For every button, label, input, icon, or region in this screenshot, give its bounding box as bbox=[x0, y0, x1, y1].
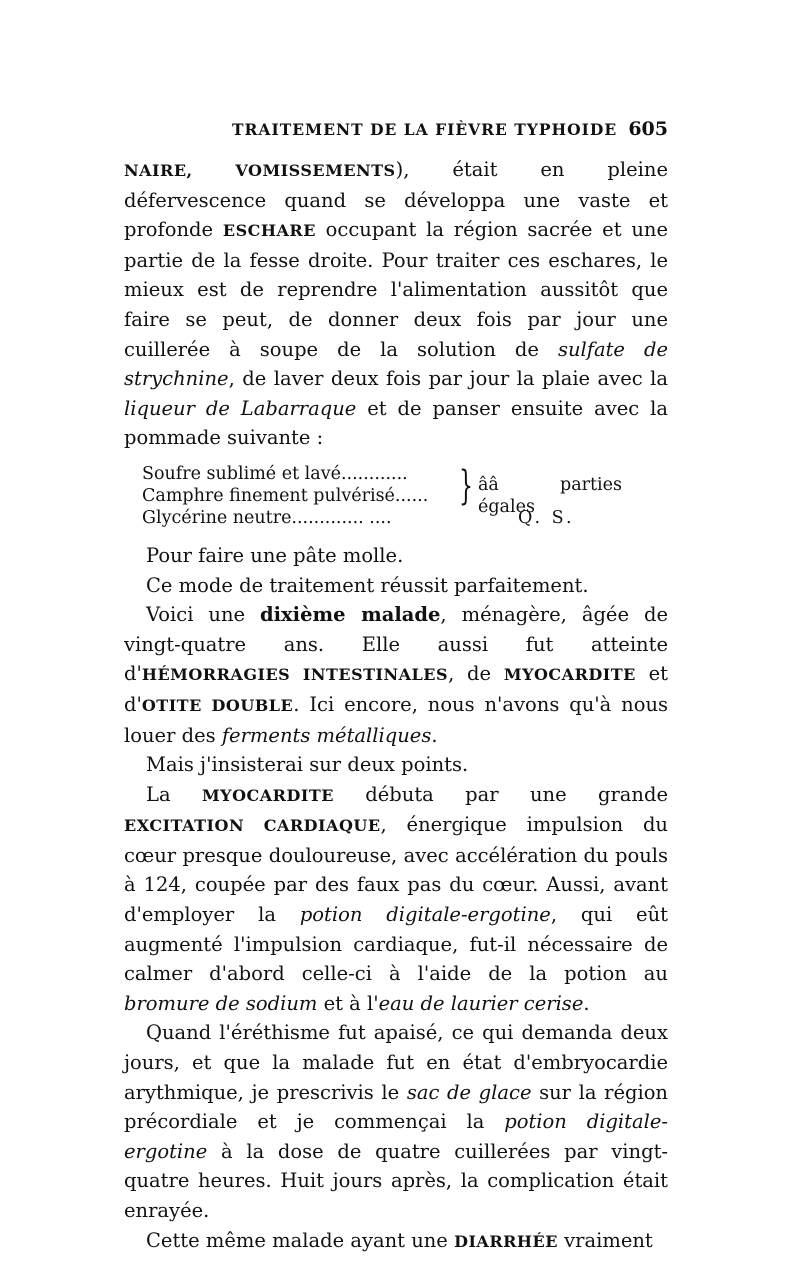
recipe-quantity-shared: ââ parties égales bbox=[478, 474, 622, 517]
text-run: et d' bbox=[124, 662, 669, 716]
paragraph-5: Mais j'insisterai sur deux points. bbox=[146, 753, 469, 777]
small-caps-term: DIARRHÉE bbox=[454, 1231, 558, 1251]
text-run: Cette même malade ayant une bbox=[146, 1228, 455, 1252]
recipe-line-soufre: Soufre sublimé et lavé............ bbox=[142, 463, 408, 484]
recipe-formula bbox=[142, 463, 622, 535]
italic-term: eau de laurier cerise bbox=[378, 991, 584, 1015]
paragraph-2: Pour faire une pâte molle. bbox=[146, 543, 404, 567]
body-text bbox=[124, 155, 668, 1256]
text-run: , qui eût augmenté l'impulsion cardiaque, fut-il nécessaire de calmer d'abord celle-ci à l'aide de la potion au bbox=[124, 903, 668, 986]
italic-term: sulfate de strychnine bbox=[124, 337, 669, 391]
text-run: , ménagère, âgée de vingt-quatre ans. Elle aussi fut atteinte d' bbox=[124, 603, 668, 686]
paragraph-7 bbox=[124, 1018, 668, 1225]
text-run: sur la région précordiale et je commençai la bbox=[124, 1080, 668, 1134]
bold-term: dixième malade bbox=[260, 603, 441, 627]
text-run: ), était en pleine défervescence quand se développa une vaste et profonde bbox=[124, 158, 668, 242]
recipe-line-glycerine: Glycérine neutre............. .... bbox=[142, 507, 392, 528]
small-caps-term: NAIRE, VOMISSEMENTS bbox=[124, 161, 396, 180]
small-caps-term: OTITE DOUBLE bbox=[141, 695, 294, 715]
text-run: vraiment bbox=[557, 1228, 653, 1252]
page-header bbox=[124, 118, 668, 146]
italic-term: ferments métalliques bbox=[221, 723, 432, 747]
paragraph-4 bbox=[124, 600, 668, 750]
text-run: , énergique impulsion du cœur presque douloureuse, avec accélération du pouls à 124, coupée par des faux pas du cœur. Aussi, avant d'employer la bbox=[124, 813, 668, 927]
text-run: Voici une bbox=[146, 603, 260, 627]
text-run: . Ici encore, nous n'avons qu'à nous louer des bbox=[124, 692, 669, 747]
text-run: à la dose de quatre cuillerées par vingt-quatre heures. Huit jours après, la complication était enrayée. bbox=[124, 1139, 668, 1222]
text-run: La bbox=[146, 782, 202, 806]
small-caps-term: HÉMORRAGIES INTESTINALES bbox=[141, 665, 449, 685]
recipe-quantity-glycerine: Q. S. bbox=[518, 507, 575, 528]
small-caps-term: MYOCARDITE bbox=[503, 665, 636, 685]
brace-icon: } bbox=[459, 462, 473, 509]
italic-term: liqueur de Labarraque bbox=[124, 396, 357, 420]
running-title: TRAITEMENT DE LA FIÈVRE TYPHOIDE bbox=[232, 120, 618, 139]
page-number: 605 bbox=[628, 118, 668, 140]
paragraph-6 bbox=[124, 780, 668, 1019]
small-caps-term: EXCITATION CARDIAQUE bbox=[124, 816, 381, 836]
text-run: , de bbox=[448, 662, 504, 686]
small-caps-term: MYOCARDITE bbox=[201, 785, 334, 805]
italic-term: potion digitale-ergotine bbox=[124, 1110, 668, 1163]
text-run: et de panser ensuite avec la pommade suivante : bbox=[124, 396, 668, 450]
text-run: débuta par une grande bbox=[333, 782, 668, 806]
text-run: . bbox=[431, 723, 438, 747]
italic-term: sac de glace bbox=[406, 1080, 532, 1104]
text-run: , de laver deux fois par jour la plaie avec la bbox=[228, 367, 668, 391]
small-caps-term: ESCHARE bbox=[222, 221, 316, 241]
text-run: et à l' bbox=[317, 991, 379, 1015]
paragraph-8 bbox=[124, 1226, 668, 1257]
paragraph-3: Ce mode de traitement réussit parfaitement. bbox=[146, 573, 589, 597]
text-run: Quand l'éréthisme fut apaisé, ce qui demanda deux jours, et que la malade fut en état d'embryocardie arythmique, je prescrivis le bbox=[124, 1021, 668, 1104]
text-run: . bbox=[583, 991, 590, 1015]
recipe-line-camphre: Camphre finement pulvérisé...... bbox=[142, 485, 429, 506]
paragraph-1 bbox=[124, 155, 668, 453]
italic-term: potion digitale-ergotine bbox=[299, 903, 551, 927]
text-run: occupant la région sacrée et une partie de la fesse droite. Pour traiter ces eschares, le mieux est de reprendre l'alimentation aussitôt que faire se peut, de donner deux fois par jour une cuillerée à soupe de la solution de bbox=[124, 218, 668, 361]
italic-term: bromure de sodium bbox=[124, 991, 318, 1015]
